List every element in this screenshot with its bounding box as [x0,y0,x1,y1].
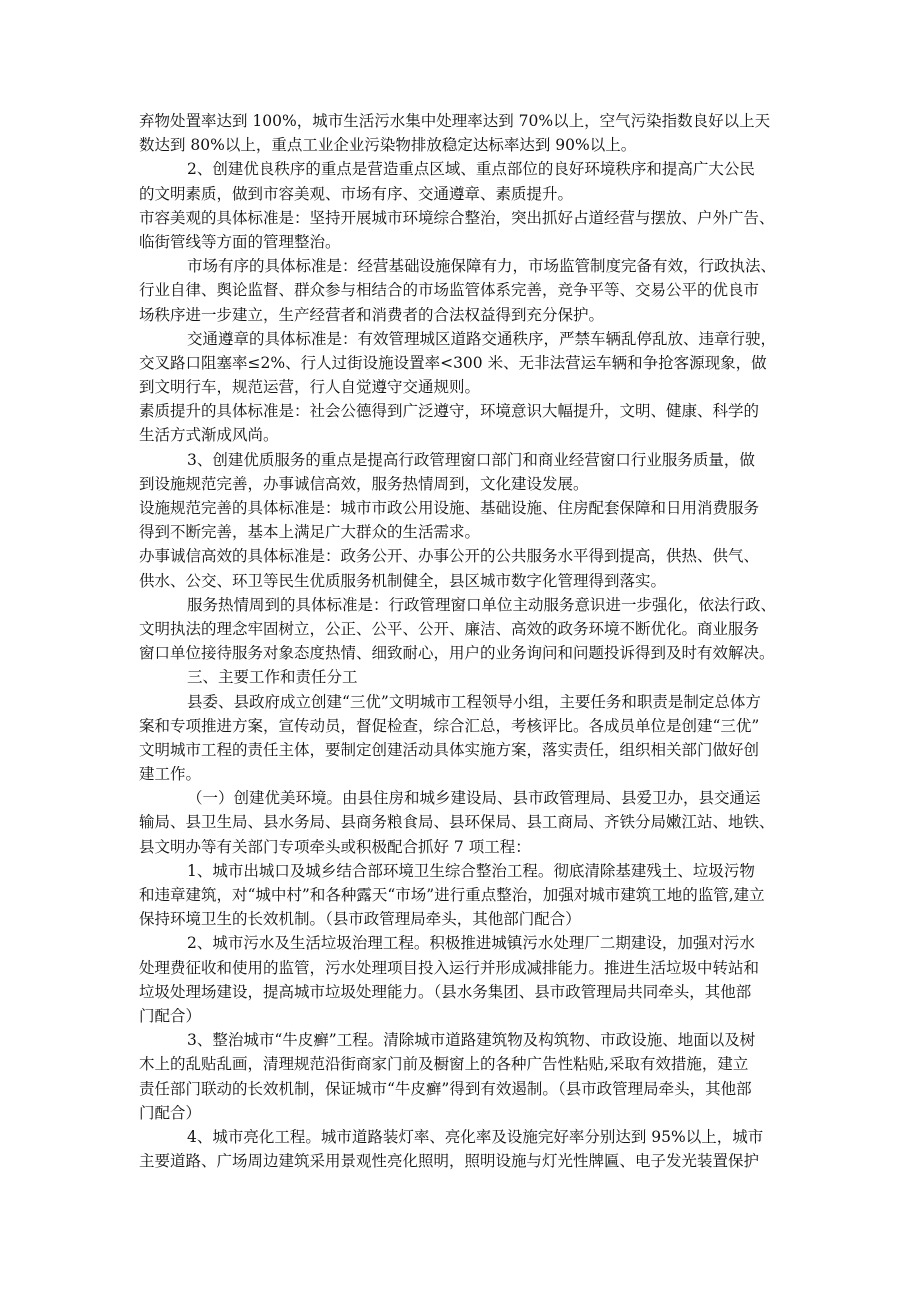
text-line: 场秩序进一步建立，生产经营者和消费者的合法权益得到充分保护。 [139,305,605,324]
text-line: 市容美观的具体标准是：坚持开展城市环境综合整治，突出抓好占道经营与摆放、户外广告、 [139,208,775,227]
text-line: 2、城市污水及生活垃圾治理工程。积极推进城镇污水处理厂二期建设，加强对污水 [187,934,755,953]
text-line: 输局、县卫生局、县水务局、县商务粮食局、县环保局、县工商局、齐铁分局嫩江站、地铁、 [139,813,775,832]
text-line: 市场有序的具体标准是：经营基础设施保障有力，市场监管制度完备有效，行政执法、 [187,257,777,276]
text-line: 到设施规范完善，办事诚信高效，服务热情周到，文化建设发展。 [139,474,589,493]
text-line: 和违章建筑，对“城中村”和各种露天“市场”进行重点整治，加强对城市建筑工地的监管,建立 [139,886,765,904]
text-line: 服务热情周到的具体标准是：行政管理窗口单位主动服务意识进一步强化，依法行政、 [187,595,777,614]
text-line: 木上的乱贴乱画，清理规范沿街商家门前及橱窗上的各种广告性粘贴,采取有效措施，建立 [139,1055,749,1074]
text-line: （一）创建优美环境。由县住房和城乡建设局、县市政管理局、县爱卫办，县交通运 [187,789,761,808]
text-line: 门配合） [139,1103,202,1122]
text-line: 三、主要工作和责任分工 [187,668,358,687]
text-line: 县委、县政府成立创建“三优”文明城市工程领导小组，主要任务和职责是制定总体方 [187,692,761,711]
text-line: 责任部门联动的长效机制，保证城市“牛皮癣”得到有效遏制。（县市政管理局牵头，其他部 [139,1079,752,1098]
text-line: 临街管线等方面的管理整治。 [139,232,341,251]
text-line: 弃物处置率达到 100%，城市生活污水集中处理率达到 70%以上，空气污染指数良好以上天 [139,112,771,130]
text-line: 2、创建优良秩序的重点是营造重点区域、重点部位的良好环境秩序和提高广大公民 [187,160,755,179]
text-line: 设施规范完善的具体标准是：城市市政公用设施、基础设施、住房配套保障和日用消费服务 [139,499,760,517]
text-line: 垃圾处理场建设，提高城市垃圾处理能力。（县水务集团、县市政管理局共同牵头，其他部 [139,982,752,1001]
text-line: 4、城市亮化工程。城市道路装灯率、亮化率及设施完好率分别达到 95%以上，城市 [187,1127,764,1146]
text-line: 行业自律、舆论监督、群众参与相结合的市场监管体系完善，竞争平等、交易公平的优良市 [139,281,760,300]
text-line: 文明执法的理念牢固树立，公正、公平、公开、廉洁、高效的政务环境不断优化。商业服务 [139,619,760,638]
text-line: 案和专项推进方案，宣传动员，督促检查，综合汇总，考核评比。各成员单位是创建“三优” [139,716,760,735]
text-line: 数达到 80%以上，重点工业企业污染物排放稳定达标率达到 90%以上。 [139,136,637,155]
text-line: 保持环境卫生的长效机制。（县市政管理局牵头，其他部门配合） [139,910,581,929]
text-line: 交叉路口阻塞率≤2%、行人过街设施设置率<300 米、无非法营运车辆和争抢客源现象，做 [139,353,767,372]
text-line: 交通遵章的具体标准是：有效管理城区道路交通秩序，严禁车辆乱停乱放、违章行驶， [187,329,777,348]
text-line: 生活方式渐成风尚。 [139,426,279,445]
text-line: 门配合） [139,1006,202,1025]
text-line: 建工作。 [139,765,202,784]
text-line: 窗口单位接待服务对象态度热情、细致耐心，用户的业务询问和问题投诉得到及时有效解决。 [139,644,775,663]
text-line: 到文明行车，规范运营，行人自觉遵守交通规则。 [139,378,481,397]
text-line: 素质提升的具体标准是：社会公德得到广泛遵守，环境意识大幅提升，文明、健康、科学的 [139,402,760,421]
text-line: 的文明素质，做到市容美观、市场有序、交通遵章、素质提升。 [139,184,574,203]
text-line: 3、整治城市“牛皮癣”工程。清除城市道路建筑物及构筑物、市政设施、地面以及树 [187,1031,756,1050]
document-body [139,109,799,1173]
text-line: 县文明办等有关部门专项牵头或积极配合抓好 7 项工程： [139,837,531,856]
text-line: 3、创建优质服务的重点是提高行政管理窗口部门和商业经营窗口行业服务质量，做 [187,450,755,469]
text-line: 主要道路、广场周边建筑采用景观性亮化照明，照明设施与灯光性牌匾、电子发光装置保护 [139,1152,760,1171]
text-line: 文明城市工程的责任主体，要制定创建活动具体实施方案，落实责任，组织相关部门做好创 [139,740,760,759]
text-line: 办事诚信高效的具体标准是：政务公开、办事公开的公共服务水平得到提高，供热、供气、 [139,547,760,566]
text-line: 供水、公交、环卫等民生优质服务机制健全，县区城市数字化管理得到落实。 [139,571,667,590]
text-line: 处理费征收和使用的监管，污水处理项目投入运行并形成减排能力。推进生活垃圾中转站和 [139,958,760,977]
text-line: 1、城市出城口及城乡结合部环境卫生综合整治工程。彻底清除基建残土、垃圾污物 [187,861,755,880]
text-line: 得到不断完善，基本上满足广大群众的生活需求。 [139,523,481,542]
